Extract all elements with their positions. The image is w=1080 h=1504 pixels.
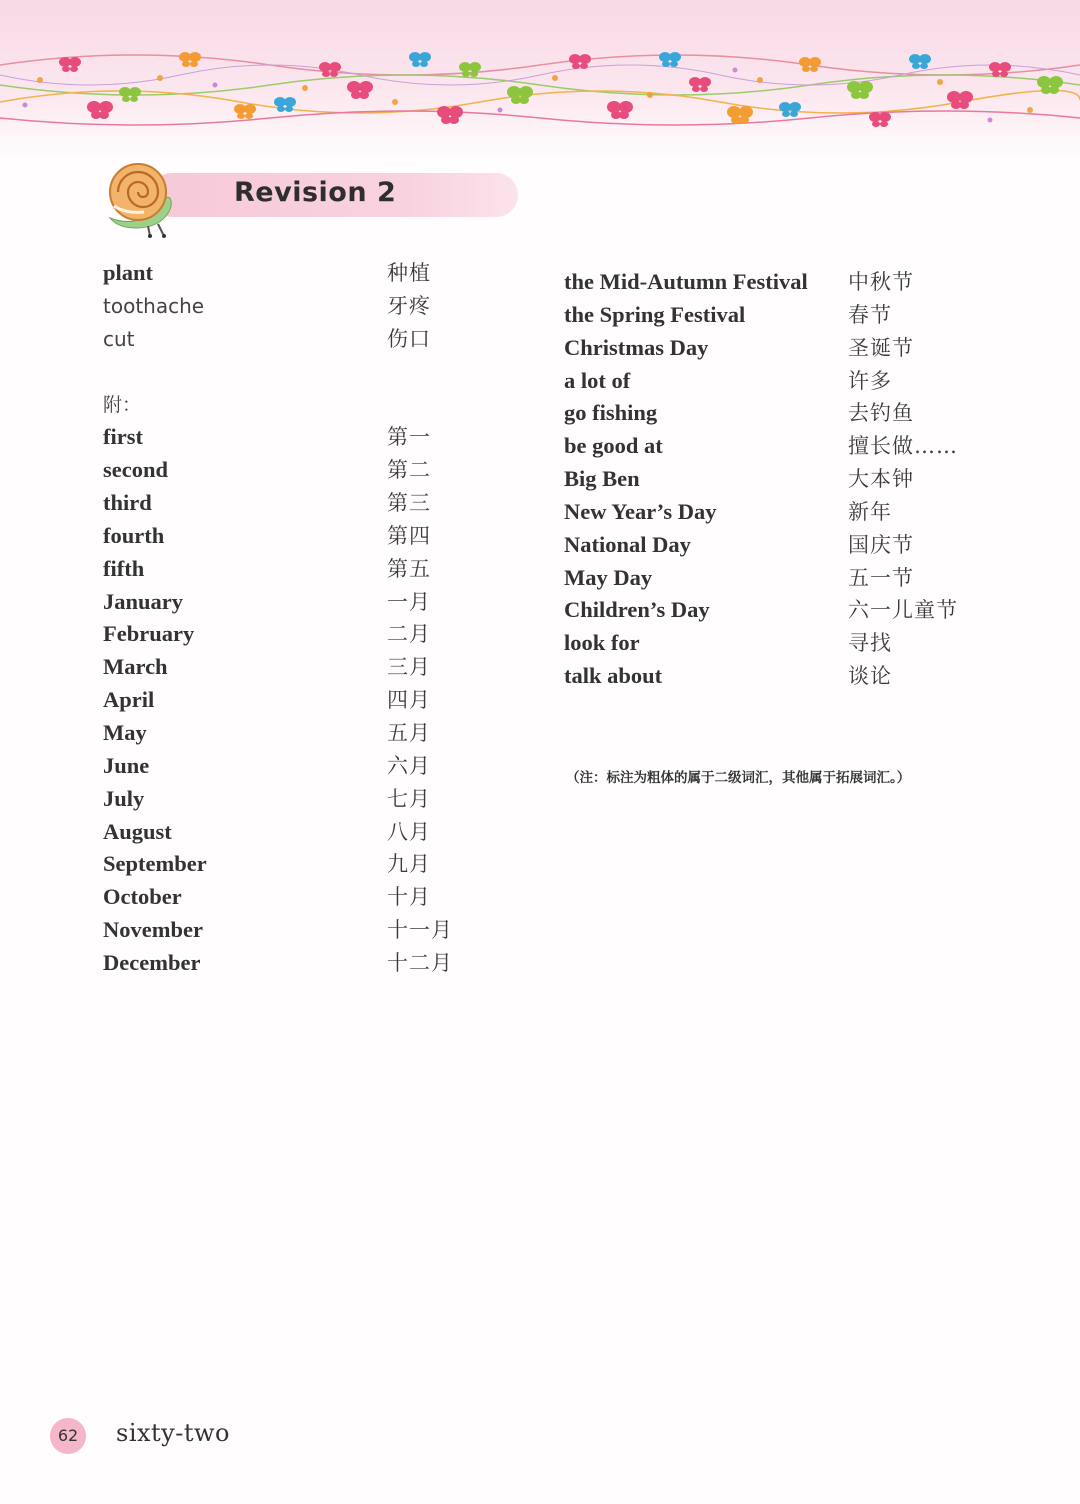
vocab-english: March [103, 654, 168, 680]
vocab-chinese: 国庆节 [848, 532, 914, 557]
annex-label: 附： [103, 393, 142, 416]
vocab-chinese: 一月 [387, 589, 431, 614]
vocab-chinese: 谈论 [848, 664, 892, 689]
vocab-chinese: 三月 [387, 655, 431, 680]
page-number-badge: 62 [50, 1418, 86, 1454]
vocab-english: Children’s Day [564, 597, 710, 623]
vocab-english: October [103, 884, 182, 910]
vocab-row [103, 520, 483, 553]
vocab-row [103, 618, 483, 651]
vocab-english: go fishing [564, 400, 658, 426]
vocab-chinese: 大本钟 [848, 467, 914, 492]
vocab-english: June [103, 752, 150, 778]
vocab-row [564, 496, 984, 529]
vocab-english: July [103, 785, 145, 811]
spacer [103, 356, 483, 389]
vocab-row [103, 947, 483, 980]
vocab-row [103, 717, 483, 750]
vocab-row [564, 660, 984, 693]
vocab-row [103, 684, 483, 717]
vocab-chinese: 春节 [848, 302, 892, 327]
vocab-chinese: 种植 [387, 261, 431, 285]
vocab-chinese: 十一月 [387, 918, 453, 943]
vocab-english: second [103, 457, 169, 483]
vocab-english: Big Ben [564, 466, 640, 492]
vocab-chinese: 去钓鱼 [848, 401, 914, 426]
vocab-chinese: 第五 [387, 556, 431, 581]
vocab-chinese: 五一节 [848, 565, 914, 590]
vocab-chinese: 六月 [387, 753, 431, 778]
vocab-chinese: 第三 [387, 491, 431, 516]
vocab-english: cut [103, 326, 135, 351]
vocab-row [103, 257, 483, 290]
vocab-english: plant [103, 260, 154, 285]
vocab-english: be good at [564, 433, 663, 459]
vocab-row [103, 290, 483, 323]
vocab-chinese: 中秋节 [848, 270, 914, 294]
vocab-english: National Day [564, 531, 691, 557]
vocab-chinese: 十月 [387, 885, 431, 910]
vocab-english: talk about [564, 663, 663, 689]
footnote: （注：标注为粗体的属于二级词汇，其他属于拓展词汇。） [566, 770, 911, 786]
vocab-row [564, 594, 984, 627]
page-title: Revision 2 [234, 177, 397, 208]
vocab-row [103, 914, 483, 947]
vocab-row [103, 487, 483, 520]
vocab-chinese: 新年 [848, 499, 892, 524]
vocab-chinese: 五月 [387, 720, 431, 745]
vocab-row [564, 463, 984, 496]
vocab-row [103, 586, 483, 619]
vocab-english: the Mid-Autumn Festival [564, 269, 808, 294]
vocab-row [103, 848, 483, 881]
butterfly-icon [59, 52, 1063, 127]
vocab-chinese: 寻找 [848, 631, 892, 656]
vocab-english: third [103, 490, 152, 516]
vocab-row [564, 562, 984, 595]
vocab-english: a lot of [564, 367, 631, 393]
butterfly-garland-decoration [0, 40, 1080, 135]
vocab-row [564, 627, 984, 660]
vocab-english: August [103, 818, 172, 844]
vocab-english: February [103, 621, 195, 647]
vocab-row [103, 454, 483, 487]
vocab-row [103, 816, 483, 849]
vocab-chinese: 伤口 [387, 326, 431, 351]
vocab-chinese: 七月 [387, 786, 431, 811]
vocab-english: December [103, 949, 201, 975]
vocab-row [103, 421, 483, 454]
vocab-english: first [103, 424, 143, 450]
vocab-chinese: 许多 [848, 368, 892, 393]
vocab-row [564, 397, 984, 430]
vocab-chinese: 二月 [387, 622, 431, 647]
vocab-row [564, 299, 984, 332]
vocab-english: New Year’s Day [564, 498, 717, 524]
vocab-english: November [103, 917, 203, 943]
vocab-row [564, 529, 984, 562]
vocab-english: the Spring Festival [564, 301, 746, 327]
vocab-chinese: 第一 [387, 425, 431, 450]
right-vocab-column [564, 266, 984, 693]
vocab-row [564, 266, 984, 299]
vocab-row [103, 750, 483, 783]
vocab-chinese: 九月 [387, 852, 431, 877]
vocab-chinese: 十二月 [387, 950, 453, 975]
vocab-english: May Day [564, 564, 653, 590]
vocab-row [103, 881, 483, 914]
vocab-english: April [103, 687, 155, 713]
vocab-chinese: 第四 [387, 523, 431, 548]
vocab-row [103, 783, 483, 816]
vocab-chinese: 圣诞节 [848, 335, 914, 360]
vocab-chinese: 八月 [387, 819, 431, 844]
left-vocab-column [103, 257, 483, 980]
vocab-english: toothache [103, 293, 205, 318]
vocab-english: May [103, 719, 147, 745]
vocab-chinese: 四月 [387, 688, 431, 713]
vocab-row [564, 430, 984, 463]
vocab-english: look for [564, 630, 640, 656]
snail-icon [100, 156, 180, 240]
vocab-chinese: 第二 [387, 458, 431, 483]
vocab-english: fourth [103, 522, 165, 548]
vocab-row [564, 365, 984, 398]
vocab-chinese: 牙疼 [387, 293, 431, 318]
vocab-row [103, 553, 483, 586]
vocab-english: fifth [103, 555, 145, 581]
vocab-row [103, 323, 483, 356]
vocab-english: Christmas Day [564, 334, 709, 360]
vocab-chinese: 擅长做…… [848, 434, 958, 459]
vocab-row [564, 332, 984, 365]
vocab-english: September [103, 851, 207, 877]
vocab-english: January [103, 588, 184, 614]
vocab-chinese: 六一儿童节 [848, 598, 958, 623]
page-number-words: sixty-two [116, 1419, 230, 1447]
vocab-row [103, 651, 483, 684]
